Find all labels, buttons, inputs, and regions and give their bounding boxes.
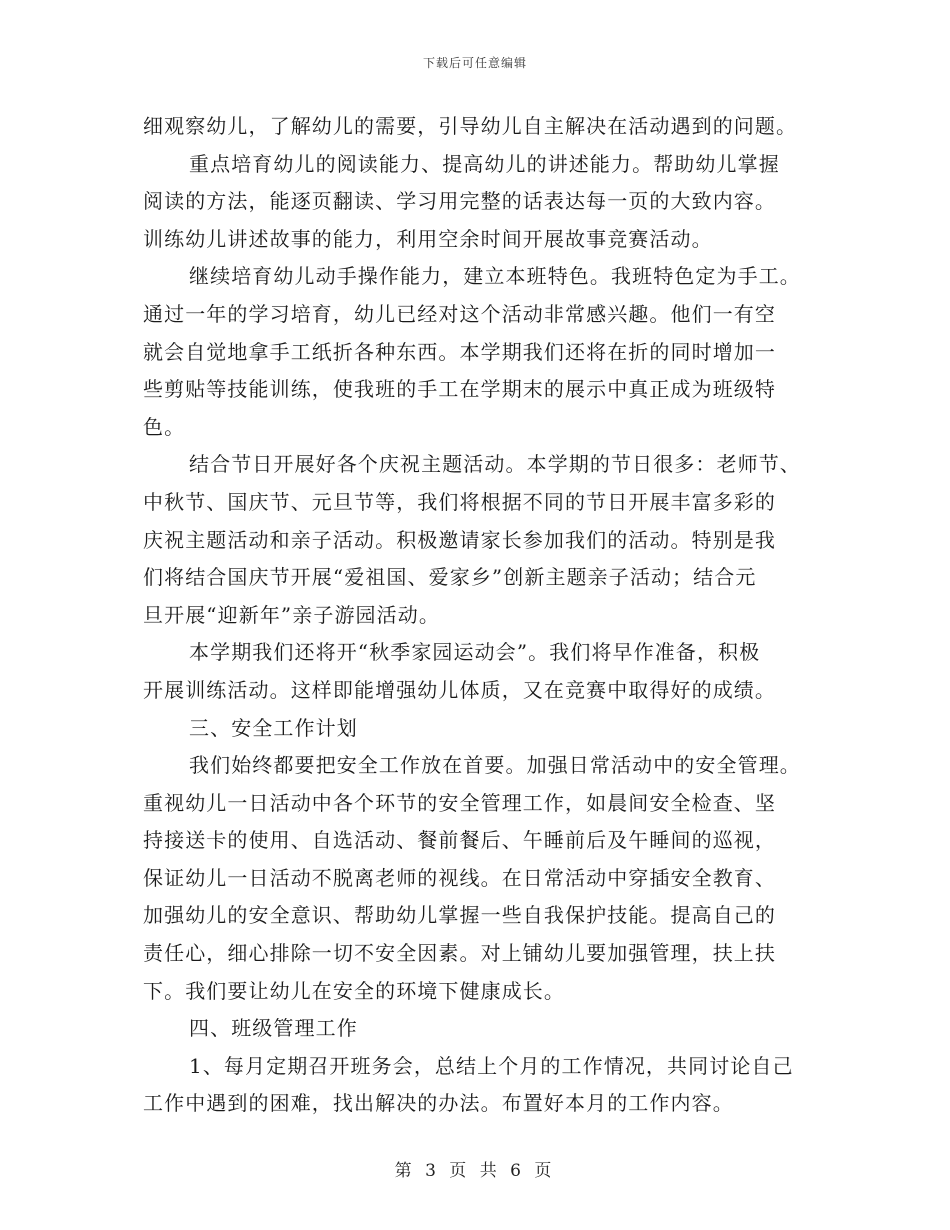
- text-line: 旦开展“迎新年”亲子游园活动。: [143, 602, 440, 627]
- text-line: 庆祝主题活动和亲子活动。积极邀请家长参加我们的活动。特别是我: [143, 527, 776, 552]
- paragraph-start-line: 结合节日开展好各个庆祝主题活动。本学期的节日很多：老师节、: [189, 452, 801, 477]
- paragraph-start-line: 本学期我们还将开“秋季家园运动会”。我们将早作准备，积极: [189, 640, 761, 665]
- text-line: 训练幼儿讲述故事的能力，利用空余时间开展故事竞赛活动。: [143, 226, 713, 251]
- text-line: 细观察幼儿，了解幼儿的需要，引导幼儿自主解决在活动遇到的问题。: [143, 114, 798, 138]
- text-line: 重视幼儿一日活动中各个环节的安全管理工作，如晨间安全检查、坚: [143, 790, 776, 815]
- text-line: 些剪贴等技能训练，使我班的手工在学期末的展示中真正成为班级特: [143, 377, 776, 402]
- text-line: 加强幼儿的安全意识、帮助幼儿掌握一些自我保护技能。提高自己的: [143, 903, 776, 928]
- text-line: 阅读的方法，能逐页翻读、学习用完整的话表达每一页的大致内容。: [143, 189, 776, 214]
- text-line: 色。: [143, 414, 186, 439]
- text-line: 开展训练活动。这样即能增强幼儿体质，又在竞赛中取得好的成绩。: [143, 677, 776, 702]
- text-line: 通过一年的学习培育，幼儿已经对这个活动非常感兴趣。他们一有空: [143, 301, 776, 326]
- paragraph-start-line: 我们始终都要把安全工作放在首要。加强日常活动中的安全管理。: [189, 753, 801, 778]
- document-body: [143, 108, 807, 1123]
- text-line: 持接送卡的使用、自选活动、餐前餐后、午睡前后及午睡间的巡视，: [143, 828, 776, 853]
- text-line: 保证幼儿一日活动不脱离老师的视线。在日常活动中穿插安全教育、: [143, 865, 776, 890]
- paragraph-start-line: 重点培育幼儿的阅读能力、提高幼儿的讲述能力。帮助幼儿掌握: [189, 151, 780, 176]
- text-line: 们将结合国庆节开展“爱祖国、爱家乡”创新主题亲子活动；结合元: [143, 565, 757, 590]
- text-line: 中秋节、国庆节、元旦节等，我们将根据不同的节日开展丰富多彩的: [143, 489, 776, 514]
- text-line: 工作中遇到的困难，找出解决的办法。布置好本月的工作内容。: [143, 1091, 734, 1116]
- paragraph-start-line: 1、每月定期召开班务会，总结上个月的工作情况，共同讨论自己: [189, 1053, 794, 1078]
- text-line: 下。我们要让幼儿在安全的环境下健康成长。: [143, 978, 565, 1003]
- text-line: 就会自觉地拿手工纸折各种东西。本学期我们还将在折的同时增加一: [143, 339, 776, 364]
- page-header-note: 下载后可任意编辑: [422, 56, 527, 70]
- paragraph-start-line: 继续培育幼儿动手操作能力，建立本班特色。我班特色定为手工。: [189, 264, 801, 289]
- page-number-footer: 第 3 页 共 6 页: [394, 1161, 556, 1181]
- section-heading: 四、班级管理工作: [189, 1016, 358, 1041]
- section-heading: 三、安全工作计划: [189, 715, 358, 740]
- text-line: 责任心，细心排除一切不安全因素。对上铺幼儿要加强管理，扶上扶: [143, 941, 776, 966]
